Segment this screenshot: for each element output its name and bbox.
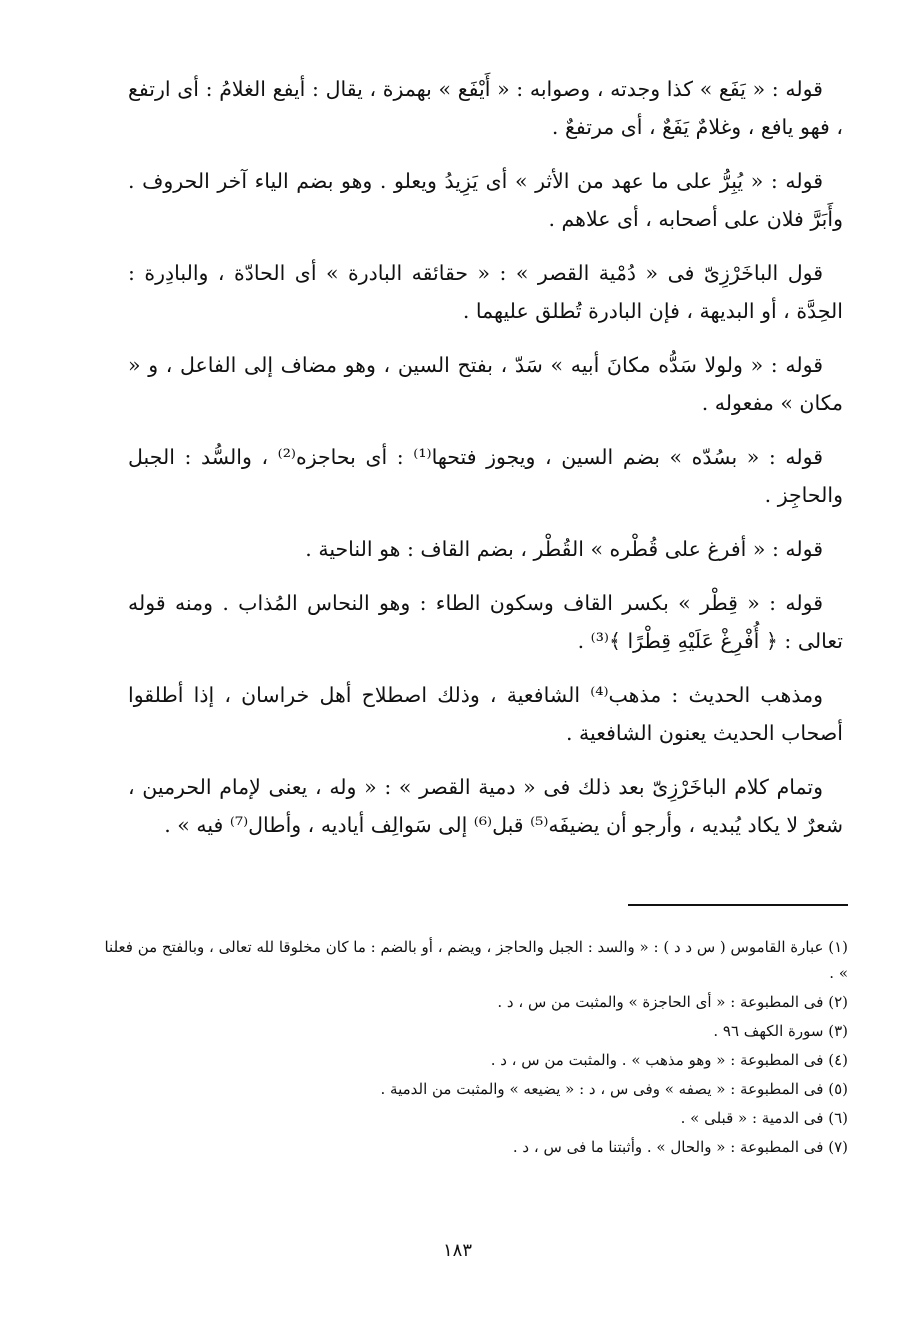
footnote-4: (٤) فى المطبوعة : « وهو مذهب » . والمثبت من س ، د . bbox=[490, 1051, 848, 1069]
footnotes bbox=[100, 934, 848, 1163]
footnote-5: (٥) فى المطبوعة : « يصفه » وفى س ، د : « يضيعه » والمثبت من الدمية . bbox=[380, 1080, 848, 1098]
paragraph-5: قوله : « بسُدّه » بضم السين ، ويجوز فتحها⁽¹⁾ : أى بحاجزه⁽²⁾ ، والسُّد : الجبل والحاجِز . bbox=[128, 445, 843, 507]
page-number: ١٨٣ bbox=[442, 1240, 472, 1261]
paragraph-7: قوله : « قِطْر » بكسر القاف وسكون الطاء : وهو النحاس المُذاب . ومنه قوله تعالى : ﴿ أُفْرِغْ عَلَيْهِ قِطْرًا ﴾⁽³⁾ . bbox=[128, 591, 843, 653]
footnote-7: (٧) فى المطبوعة : « والحال » . وأثبتنا ما فى س ، د . bbox=[512, 1138, 848, 1156]
paragraph-4: قوله : « ولولا سَدُّه مكانَ أبيه » سَدّ ، بفتح السين ، وهو مضاف إلى الفاعل ، و « مكان » مفعوله . bbox=[128, 353, 843, 415]
paragraph-9: وتمام كلام الباخَرْزِىّ بعد ذلك فى « دمية القصر » : « وله ، يعنى لإمام الحرمين ، شعرٌ لا يكاد يُبديه ، وأرجو أن يضيفَه⁽⁵⁾ قبل⁽⁶⁾ إلى سَوالِف أياديه ، وأطال⁽⁷⁾ فيه » . bbox=[128, 775, 843, 837]
paragraph-8: ومذهب الحديث : مذهب⁽⁴⁾ الشافعية ، وذلك اصطلاح أهل خراسان ، إذا أطلقوا أصحاب الحديث يعنون الشافعية . bbox=[128, 683, 843, 745]
footnote-6: (٦) فى الدمية : « قبلى » . bbox=[680, 1109, 848, 1127]
footnote-2: (٢) فى المطبوعة : « أى الحاجزة » والمثبت من س ، د . bbox=[497, 993, 848, 1011]
paragraph-6: قوله : « أفرغ على قُطْره » القُطْر ، بضم القاف : هو الناحية . bbox=[305, 537, 823, 561]
footnote-3: (٣) سورة الكهف ٩٦ . bbox=[713, 1022, 848, 1040]
main-text bbox=[128, 70, 843, 860]
paragraph-2: قوله : « يُبِرُّ على ما عهد من الأثر » أى يَزِيدُ ويعلو . وهو بضم الياء آخر الحروف . وأَبَرَّ فلان على أصحابه ، أى علاهم . bbox=[128, 169, 843, 231]
paragraph-3: قول الباخَرْزِىّ فى « دُمْية القصر » : « حقائقه البادرة » أى الحادّة ، والبادِرة : الحِدَّة ، أو البديهة ، فإن البادرة تُطلق عليهما . bbox=[128, 261, 843, 323]
footnote-divider bbox=[628, 904, 848, 906]
paragraph-1: قوله : « يَفَع » كذا وجدته ، وصوابه : « أَيْفَع » بهمزة ، يقال : أيفع الغلامُ : أى ارتفع ، فهو يافع ، وغلامٌ يَفَعٌ ، أى مرتفعٌ . bbox=[128, 77, 843, 139]
footnote-1: (١) عبارة القاموس ( س د د ) : « والسد : الجبل والحاجز ، ويضم ، أو بالضم : ما كان مخلوقا لله تعالى ، وبالفتح من فعلنا » . bbox=[104, 938, 848, 982]
